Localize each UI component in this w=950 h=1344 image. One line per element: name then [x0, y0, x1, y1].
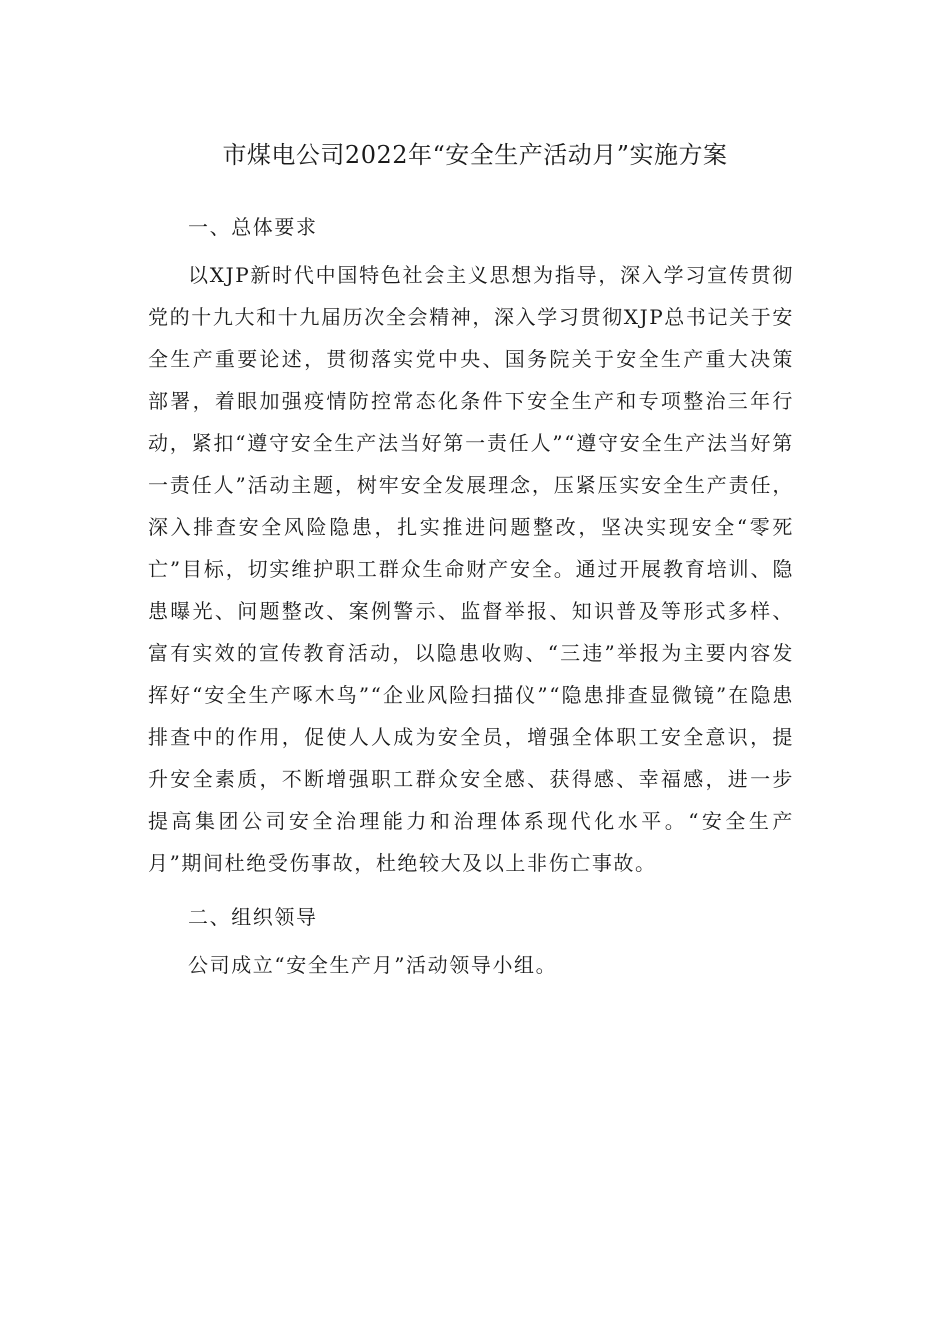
- section-paragraph-organization-leadership: 公司成立“安全生产月”活动领导小组。: [188, 953, 558, 977]
- section-heading-organization-leadership: 二、组织领导: [188, 905, 318, 929]
- document-title: 市煤电公司2022年“安全生产活动月”实施方案: [222, 141, 728, 169]
- section-paragraph-general-requirements: 以XJP新时代中国特色社会主义思想为指导，深入学习宣传贯彻党的十九大和十九届历次全会精神，深入学习贯彻XJP总书记关于安全生产重要论述，贯彻落实党中央、国务院关于安全生产重大决策部署，着眼加强疫情防控常态化条件下安全生产和专项整治三年行动，紧扣“遵守安全生产法当好第一责任人”“遵守安全生产法当好第一责任人”活动主题，树牢安全发展理念，压紧压实安全生产责任，深入排查安全风险隐患，扎实推进问题整改，坚决实现安全“零死亡”目标，切实维护职工群众生命财产安全。通过开展教育培训、隐患曝光、问题整改、案例警示、监督举报、知识普及等形式多样、富有实效的宣传教育活动，以隐患收购、“三违”举报为主要内容发挥好“安全生产啄木鸟”“企业风险扫描仪”“隐患排查显微镜”在隐患排查中的作用，促使人人成为安全员，增强全体职工安全意识，提升安全素质，不断增强职工群众安全感、获得感、幸福感，进一步提高集团公司安全治理能力和治理体系现代化水平。“安全生产月”期间杜绝受伤事故，杜绝较大及以上非伤亡事故。: [148, 263, 794, 875]
- section-heading-general-requirements: 一、总体要求: [188, 215, 318, 239]
- document-body: [148, 206, 794, 986]
